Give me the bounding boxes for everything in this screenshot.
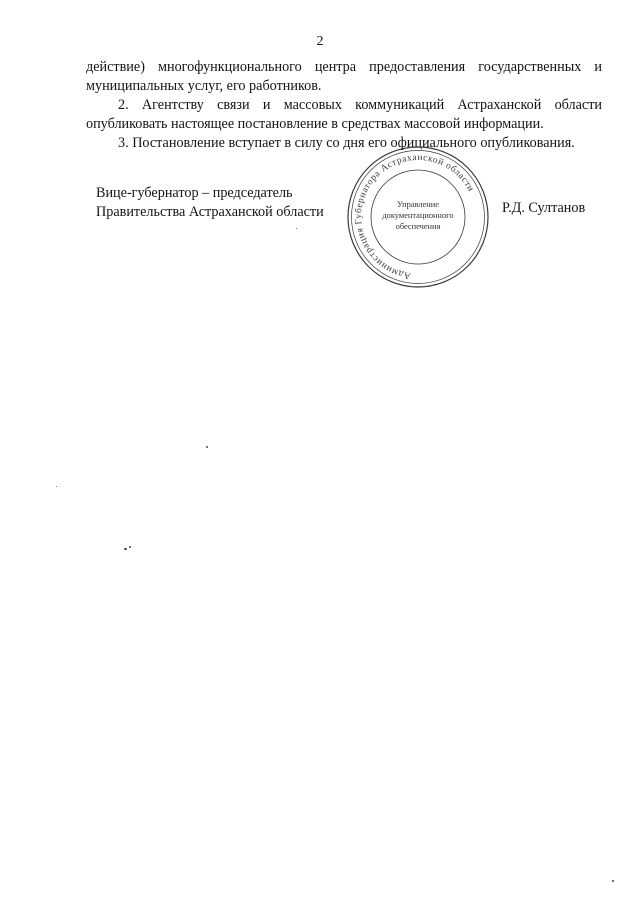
signatory-position-line-1: Вице-губернатор – председатель — [96, 185, 293, 201]
paragraph-item-3: 3. Постановление вступает в силу со дня его официального опубликования. — [118, 135, 575, 151]
signatory-position — [96, 184, 324, 222]
seal-center-line-3: обеспечения — [395, 222, 441, 231]
paragraph-item-2: 2. Агентству связи и массовых коммуникаций Астраханской области опубликовать настоящее постановление в средствах массовой информации. — [86, 97, 602, 132]
signatory-position-line-2: Правительства Астраханской области — [96, 204, 324, 220]
seal-center-line-2: документационного — [382, 211, 454, 220]
document-body — [86, 58, 602, 153]
seal-ring-text: Администрация Губернатора Астраханской области — [353, 152, 476, 281]
seal-center-line-1: Управление — [396, 200, 440, 209]
official-seal — [340, 142, 496, 290]
signatory-name: Р.Д. Султанов — [502, 200, 586, 216]
scan-speck — [129, 546, 131, 548]
scan-speck — [124, 548, 127, 550]
paragraph-continuation: действие) многофункционального центра предоставления государственных и муниципальных услуг, его работников. — [86, 59, 602, 94]
scan-speck — [296, 228, 297, 229]
page-number: 2 — [316, 34, 324, 49]
scan-speck — [206, 446, 208, 448]
scan-speck — [612, 880, 614, 882]
scan-speck — [56, 486, 57, 487]
